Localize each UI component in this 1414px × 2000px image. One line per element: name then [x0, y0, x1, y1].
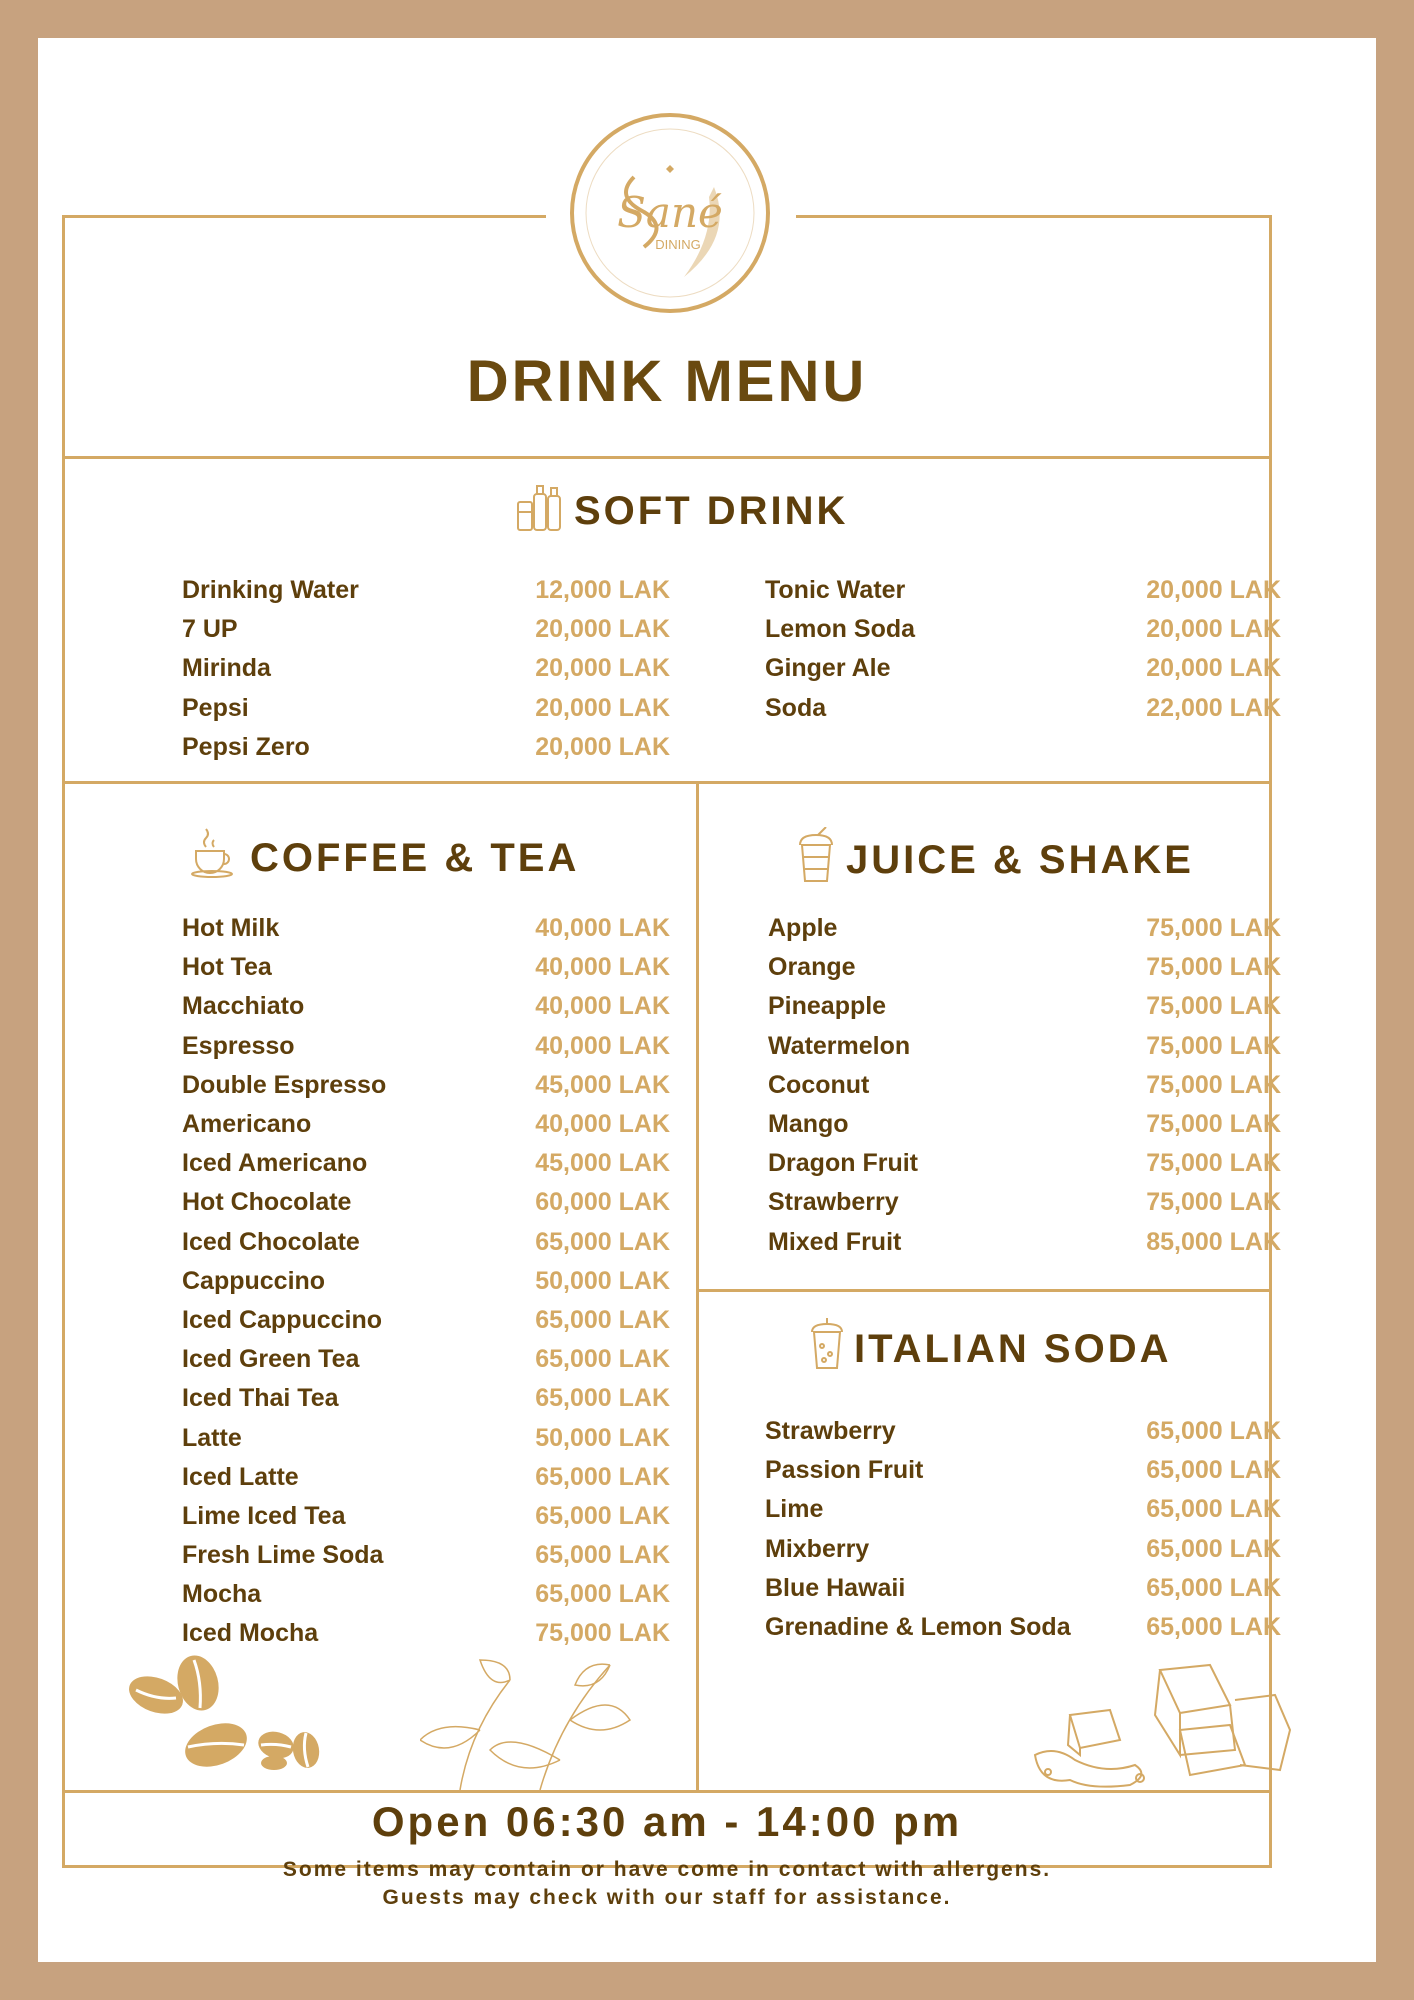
item-price: 65,000 LAK [535, 1345, 670, 1374]
item-price: 45,000 LAK [535, 1149, 670, 1178]
item-name: Mixed Fruit [768, 1227, 902, 1256]
item-name: Mocha [182, 1580, 262, 1609]
allergen-note: Some items may contain or have come in contact with allergens. [282, 1858, 1052, 1881]
item-name: Dragon Fruit [768, 1149, 918, 1178]
italian-soda-list [765, 1412, 1281, 1647]
list-item [182, 1536, 670, 1575]
shake-cup-icon [796, 827, 836, 893]
item-price: 40,000 LAK [535, 914, 670, 943]
item-price: 65,000 LAK [1146, 1495, 1281, 1524]
list-item [182, 689, 670, 728]
item-name: Lime [765, 1495, 824, 1524]
soda-cup-icon [810, 1318, 844, 1380]
item-price: 75,000 LAK [1146, 1031, 1281, 1060]
list-item [182, 1262, 670, 1301]
item-price: 60,000 LAK [535, 1188, 670, 1217]
coffee-tea-list [182, 909, 670, 1654]
item-name: Iced Green Tea [182, 1345, 360, 1374]
page-title: DRINK MENU [466, 349, 868, 414]
divider-juice [698, 1289, 1272, 1292]
item-price: 85,000 LAK [1146, 1227, 1281, 1256]
divider-vertical [696, 781, 699, 1792]
list-item [182, 1144, 670, 1183]
list-item [182, 610, 670, 649]
list-item [768, 948, 1281, 987]
item-price: 65,000 LAK [535, 1462, 670, 1491]
item-name: Orange [768, 953, 856, 982]
item-price: 65,000 LAK [1146, 1417, 1281, 1446]
item-price: 12,000 LAK [535, 576, 670, 605]
list-item [765, 610, 1281, 649]
item-price: 65,000 LAK [1146, 1534, 1281, 1563]
list-item [768, 987, 1281, 1026]
item-name: Iced Mocha [182, 1619, 319, 1648]
item-price: 65,000 LAK [535, 1580, 670, 1609]
coffee-tea-heading [188, 827, 579, 889]
list-item [765, 1412, 1281, 1451]
item-price: 75,000 LAK [1146, 914, 1281, 943]
list-item [768, 909, 1281, 948]
item-price: 65,000 LAK [1146, 1573, 1281, 1602]
item-name: Mango [768, 1110, 849, 1139]
item-name: Apple [768, 914, 838, 943]
list-item [765, 689, 1281, 728]
coffee-beans-icon [126, 1655, 326, 1780]
item-price: 75,000 LAK [535, 1619, 670, 1648]
item-price: 65,000 LAK [535, 1501, 670, 1530]
item-name: Strawberry [765, 1417, 896, 1446]
item-price: 75,000 LAK [1146, 992, 1281, 1021]
juice-shake-title: JUICE & SHAKE [846, 837, 1194, 882]
italian-soda-heading [810, 1318, 1171, 1380]
list-item [768, 1144, 1281, 1183]
item-name: Mixberry [765, 1534, 870, 1563]
soft-drink-heading [516, 480, 848, 542]
item-price: 50,000 LAK [535, 1266, 670, 1295]
soft-drink-list-left [182, 571, 670, 767]
item-name: Mirinda [182, 654, 271, 683]
list-item [182, 1066, 670, 1105]
list-item [765, 649, 1281, 688]
list-item [768, 1066, 1281, 1105]
item-price: 20,000 LAK [1146, 615, 1281, 644]
list-item [182, 1458, 670, 1497]
item-name: Hot Milk [182, 914, 280, 943]
item-price: 20,000 LAK [535, 693, 670, 722]
item-price: 65,000 LAK [535, 1305, 670, 1334]
item-price: 75,000 LAK [1146, 1070, 1281, 1099]
opening-hours: Open 06:30 am - 14:00 pm [371, 1798, 963, 1845]
list-item [182, 649, 670, 688]
item-name: Iced Americano [182, 1149, 368, 1178]
item-price: 75,000 LAK [1146, 1188, 1281, 1217]
item-name: Soda [765, 693, 827, 722]
juice-shake-list [768, 909, 1281, 1262]
list-item [182, 1497, 670, 1536]
item-price: 65,000 LAK [535, 1384, 670, 1413]
item-price: 20,000 LAK [535, 732, 670, 761]
item-price: 65,000 LAK [535, 1227, 670, 1256]
item-price: 65,000 LAK [535, 1541, 670, 1570]
item-price: 20,000 LAK [1146, 654, 1281, 683]
list-item [182, 948, 670, 987]
logo-emblem-icon [574, 117, 766, 309]
item-name: Blue Hawaii [765, 1573, 906, 1602]
list-item [765, 1490, 1281, 1529]
item-name: Drinking Water [182, 576, 359, 605]
staff-note: Guests may check with our staff for assistance. [382, 1886, 952, 1909]
list-item [182, 1223, 670, 1262]
item-name: Lemon Soda [765, 615, 916, 644]
list-item [182, 571, 670, 610]
item-price: 65,000 LAK [1146, 1613, 1281, 1642]
list-item [765, 1569, 1281, 1608]
item-name: Grenadine & Lemon Soda [765, 1613, 1071, 1642]
item-name: Iced Latte [182, 1462, 299, 1491]
item-price: 20,000 LAK [535, 654, 670, 683]
divider-soft [62, 781, 1272, 784]
list-item [765, 571, 1281, 610]
list-item [765, 1608, 1281, 1647]
item-price: 40,000 LAK [535, 953, 670, 982]
item-price: 50,000 LAK [535, 1423, 670, 1452]
item-name: Pineapple [768, 992, 887, 1021]
item-price: 45,000 LAK [535, 1070, 670, 1099]
tea-leaves-icon [420, 1650, 640, 1795]
item-name: Latte [182, 1423, 242, 1452]
item-name: Hot Chocolate [182, 1188, 352, 1217]
list-item [182, 1027, 670, 1066]
item-price: 75,000 LAK [1146, 1110, 1281, 1139]
divider-title [62, 456, 1272, 459]
item-name: Pepsi Zero [182, 732, 310, 761]
item-name: Iced Cappuccino [182, 1305, 383, 1334]
item-name: Fresh Lime Soda [182, 1541, 384, 1570]
italian-soda-title: ITALIAN SODA [854, 1326, 1172, 1371]
item-name: Espresso [182, 1031, 295, 1060]
juice-shake-heading [796, 827, 1194, 893]
soft-drink-list-right [765, 571, 1281, 728]
list-item [768, 1223, 1281, 1262]
coffee-tea-title: COFFEE & TEA [250, 835, 580, 880]
list-item [182, 909, 670, 948]
item-name: Hot Tea [182, 953, 272, 982]
soft-drink-title: SOFT DRINK [574, 488, 849, 533]
item-price: 20,000 LAK [535, 615, 670, 644]
item-price: 75,000 LAK [1146, 953, 1281, 982]
item-name: Lime Iced Tea [182, 1501, 346, 1530]
list-item [765, 1451, 1281, 1490]
item-name: Macchiato [182, 992, 305, 1021]
list-item [182, 1105, 670, 1144]
list-item [182, 1340, 670, 1379]
list-item [182, 1301, 670, 1340]
coffee-cup-icon [188, 827, 240, 889]
list-item [182, 1575, 670, 1614]
item-price: 40,000 LAK [535, 1031, 670, 1060]
bottles-icon [516, 480, 564, 542]
item-price: 22,000 LAK [1146, 693, 1281, 722]
logo-wordmark: Sané [617, 188, 723, 237]
item-name: Coconut [768, 1070, 870, 1099]
item-name: Iced Thai Tea [182, 1384, 339, 1413]
ice-cubes-icon [1030, 1660, 1300, 1795]
list-item [182, 1183, 670, 1222]
item-name: Tonic Water [765, 576, 906, 605]
item-name: Pepsi [182, 693, 249, 722]
item-price: 40,000 LAK [535, 1110, 670, 1139]
item-name: Ginger Ale [765, 654, 891, 683]
item-name: Watermelon [768, 1031, 911, 1060]
list-item [182, 987, 670, 1026]
list-item [768, 1183, 1281, 1222]
item-name: Passion Fruit [765, 1456, 924, 1485]
item-name: Americano [182, 1110, 312, 1139]
item-name: 7 UP [182, 615, 238, 644]
item-price: 65,000 LAK [1146, 1456, 1281, 1485]
brand-logo [570, 113, 770, 313]
item-price: 40,000 LAK [535, 992, 670, 1021]
list-item [765, 1530, 1281, 1569]
list-item [182, 1418, 670, 1457]
item-name: Double Espresso [182, 1070, 387, 1099]
list-item [182, 728, 670, 767]
item-name: Strawberry [768, 1188, 899, 1217]
item-price: 20,000 LAK [1146, 576, 1281, 605]
list-item [182, 1614, 670, 1653]
item-name: Iced Chocolate [182, 1227, 360, 1256]
list-item [768, 1027, 1281, 1066]
list-item [768, 1105, 1281, 1144]
item-name: Cappuccino [182, 1266, 326, 1295]
item-price: 75,000 LAK [1146, 1149, 1281, 1178]
list-item [182, 1379, 670, 1418]
logo-subtext: DINING [655, 237, 701, 252]
